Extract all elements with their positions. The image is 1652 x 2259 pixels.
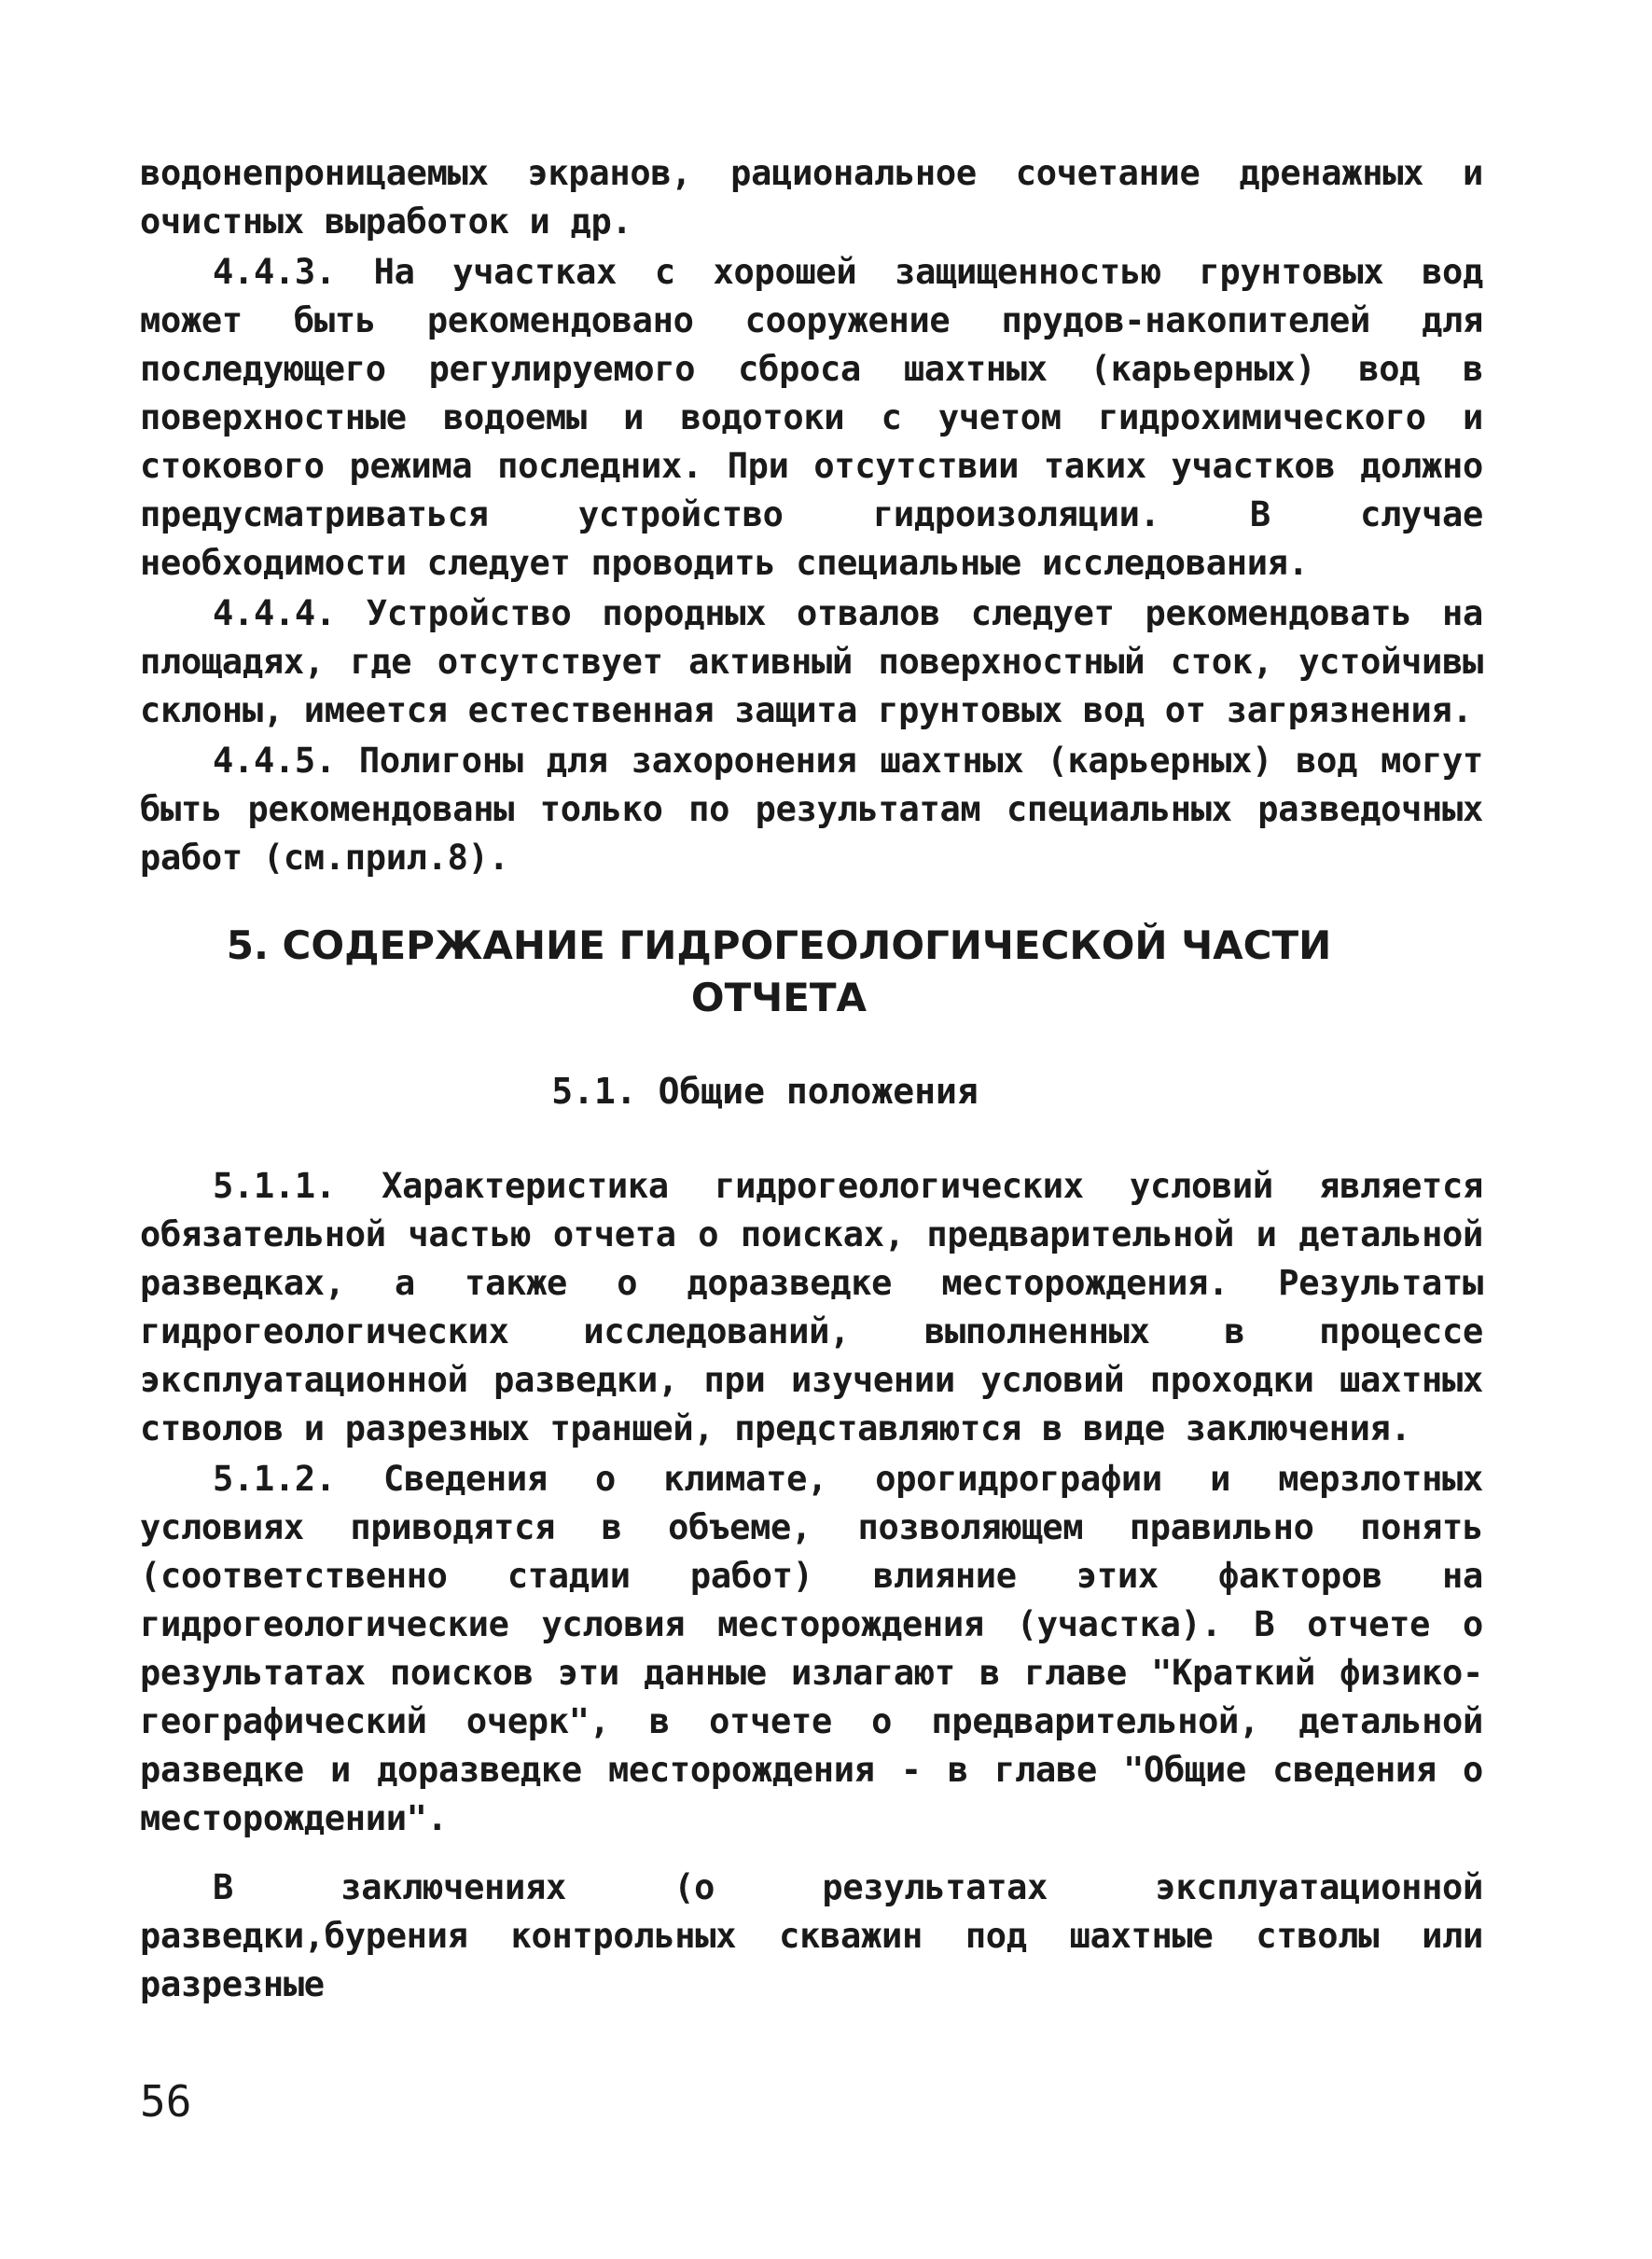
subsection-heading: 5.1. Общие положения <box>551 1071 979 1112</box>
paragraph-4-4-3: 4.4.3. На участках с хорошей защищенностью грунтовых вод может быть рекомендовано сооружение прудов-накопителей для последующего регулируемого сброса шахтных (карьерных) вод в поверхностные водоемы и водотоки с учетом гидрохимического и стокового режима последних. При отсутствии таких участков должно предусматриваться устройство гидроизоляции. В случае необходимости следует проводить специальные исследования. <box>140 252 1483 583</box>
section-heading-line-1: 5. СОДЕРЖАНИЕ ГИДРОГЕОЛОГИЧЕСКОЙ ЧАСТИ <box>226 922 1332 968</box>
section-heading <box>140 920 1483 1024</box>
page-number: 56 <box>140 2076 192 2127</box>
paragraph-5-1-1: 5.1.1. Характеристика гидрогеологических условий является обязательной частью отчета о поисках, предварительной и детальной разведках, а также о доразведке месторождения. Результаты гидрогеологических исследований, выполненных в процессе эксплуатационной разведки, при изучении условий проходки шахтных стволов и разрезных траншей, представляются в виде заключения. <box>140 1166 1483 1448</box>
paragraph-5-1-2: 5.1.2. Сведения о климате, орогидрографии и мерзлотных условиях приводятся в объеме, позволяющем правильно понять (соответственно стадии работ) влияние этих факторов на гидрогеологические условия месторождения (участка). В отчете о результатах поисков эти данные излагают в главе "Краткий физико-географический очерк", в отчете о предварительной, детальной разведке и доразведке месторождения - в главе "Общие сведения о месторождении". <box>140 1459 1483 1838</box>
paragraph-5-1-2-continuation: В заключениях (о результатах эксплуатационной разведки,бурения контрольных скважин под шахтные стволы или разрезные <box>140 1867 1483 2004</box>
section-heading-line-2: ОТЧЕТА <box>690 975 868 1020</box>
paragraph-4-4-4: 4.4.4. Устройство породных отвалов следует рекомендовать на площадях, где отсутствует активный поверхностный сток, устойчивы склоны, имеется естественная защита грунтовых вод от загрязнения. <box>140 593 1483 730</box>
paragraph-4-4-2-continuation: водонепроницаемых экранов, рациональное сочетание дренажных и очистных выработок и др. <box>140 153 1483 242</box>
page-content <box>140 149 1483 2009</box>
paragraph-4-4-5: 4.4.5. Полигоны для захоронения шахтных (карьерных) вод могут быть рекомендованы только по результатам специальных разведочных работ (см.прил.8). <box>140 741 1483 878</box>
